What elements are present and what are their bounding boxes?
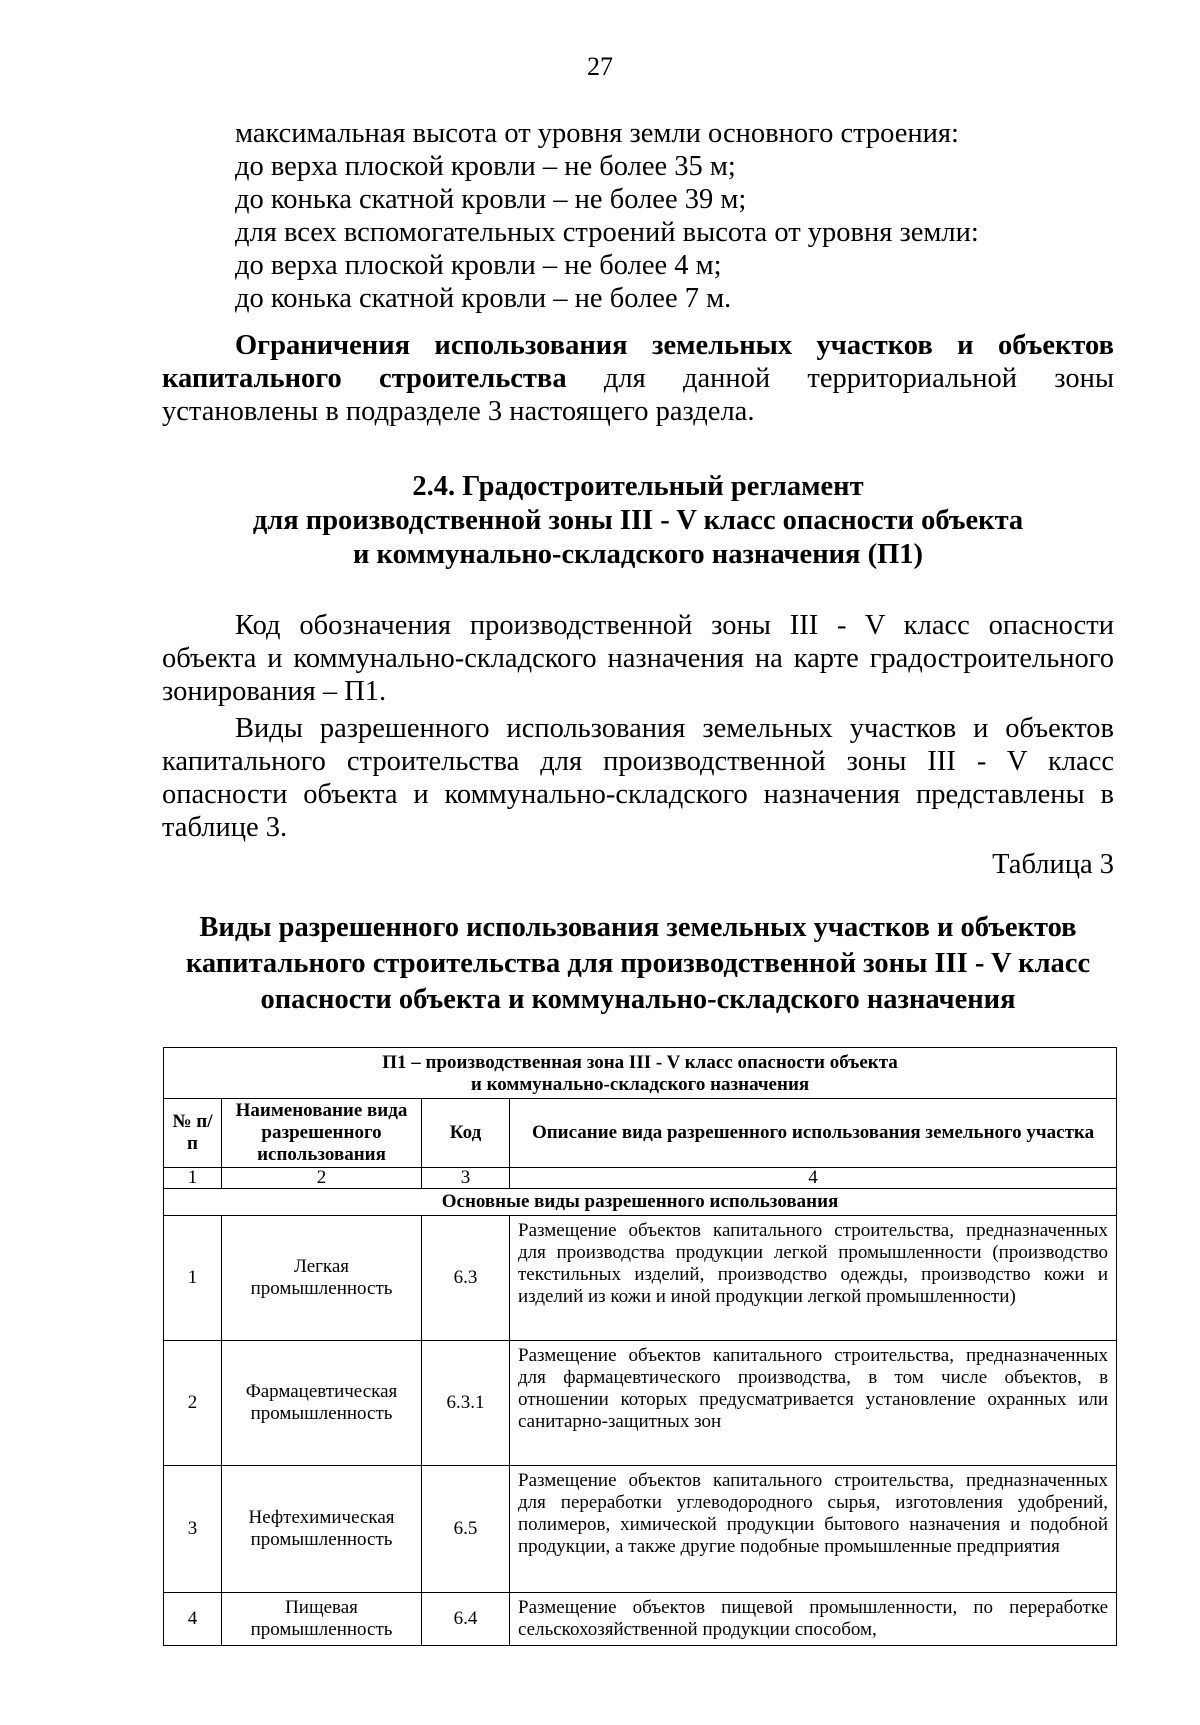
table-column-header-row xyxy=(164,1099,1117,1168)
list-item: до конька скатной кровли – не более 39 м; xyxy=(235,184,747,215)
page-number: 27 xyxy=(587,52,613,81)
column-header-name: Наименование вида разрешенного использования xyxy=(222,1099,422,1168)
table-row xyxy=(164,1216,1117,1341)
restrictions-bold-text: Ограничения использования земельных участков и объектов капитального строительства xyxy=(162,330,1114,394)
row-number: 4 xyxy=(164,1593,222,1646)
row-use-name: Пищевая промышленность xyxy=(222,1593,422,1646)
row-number: 2 xyxy=(164,1341,222,1466)
table-row xyxy=(164,1593,1117,1646)
permitted-use-table xyxy=(163,1047,1117,1646)
zone-header-cell xyxy=(164,1048,1117,1099)
table-title-line: опасности объекта и коммунально-складского назначения xyxy=(260,984,1016,1015)
row-code: 6.5 xyxy=(422,1466,510,1593)
row-description: Размещение объектов пищевой промышленности, по переработке сельскохозяйственной продукции способом, xyxy=(510,1593,1117,1646)
zone-header-line: П1 – производственная зона III - V класс опасности объекта xyxy=(382,1052,898,1073)
zone-code-paragraph: Код обозначения производственной зоны III - V класс опасности объекта и коммунально-складского назначения на карте градостроительного зонирования – П1. xyxy=(162,610,1114,707)
row-description: Размещение объектов капитального строительства, предназначенных для фармацевтического производства, в том числе объектов, в отношении которых предусматривается установление охранных или санитарно-защитных зон xyxy=(510,1341,1117,1466)
table-title-line: капитального строительства для производственной зоны III - V класс xyxy=(185,948,1091,979)
table-subheader-row xyxy=(164,1189,1117,1216)
zone-header-line: и коммунально-складского назначения xyxy=(470,1074,810,1095)
list-item: до верха плоской кровли – не более 4 м; xyxy=(235,250,722,281)
row-code: 6.3 xyxy=(422,1216,510,1341)
table-title-line: Виды разрешенного использования земельных участков и объектов xyxy=(199,912,1077,943)
list-item: до конька скатной кровли – не более 7 м. xyxy=(235,283,732,314)
restrictions-paragraph xyxy=(162,329,1114,428)
column-number: 3 xyxy=(422,1168,510,1189)
column-number: 4 xyxy=(510,1168,1117,1189)
section-title xyxy=(162,470,1114,572)
row-number: 1 xyxy=(164,1216,222,1341)
height-limits-list xyxy=(162,117,1114,315)
table-row xyxy=(164,1341,1117,1466)
main-types-header: Основные виды разрешенного использования xyxy=(164,1189,1117,1216)
table-label: Таблица 3 xyxy=(992,849,1114,880)
row-code: 6.4 xyxy=(422,1593,510,1646)
column-number: 2 xyxy=(222,1168,422,1189)
column-header-description: Описание вида разрешенного использования земельного участка xyxy=(510,1099,1117,1168)
section-title-line: для производственной зоны III - V класс опасности объекта xyxy=(252,505,1024,536)
section-title-line: и коммунально-складского назначения (П1) xyxy=(353,539,923,570)
list-item: для всех вспомогательных строений высота от уровня земли: xyxy=(235,217,979,248)
restrictions-text: для данной территориальной зоны установлены в подразделе 3 настоящего раздела. xyxy=(162,363,1114,427)
section-title-line: 2.4. Градостроительный регламент xyxy=(412,471,864,502)
table-row xyxy=(164,1466,1117,1593)
table-zone-header-row xyxy=(164,1048,1117,1099)
list-item: до верха плоской кровли – не более 35 м; xyxy=(235,151,736,182)
permitted-use-paragraph: Виды разрешенного использования земельных участков и объектов капитального строительства для производственной зоны III - V класс опасности объекта и коммунально-складского назначения представлены в таблице 3. xyxy=(162,713,1114,843)
column-number: 1 xyxy=(164,1168,222,1189)
column-header-code: Код xyxy=(422,1099,510,1168)
table-title xyxy=(162,910,1114,1018)
list-item: максимальная высота от уровня земли основного строения: xyxy=(235,118,959,149)
row-use-name: Нефтехимическая промышленность xyxy=(222,1466,422,1593)
row-use-name: Легкая промышленность xyxy=(222,1216,422,1341)
table-column-number-row xyxy=(164,1168,1117,1189)
row-description: Размещение объектов капитального строительства, предназначенных для производства продукции легкой промышленности (производство текстильных изделий, производство одежды, производство кожи и изделий из кожи и иной продукции легкой промышленности) xyxy=(510,1216,1117,1341)
row-code: 6.3.1 xyxy=(422,1341,510,1466)
row-use-name: Фармацевтическая промышленность xyxy=(222,1341,422,1466)
column-header-num: № п/п xyxy=(164,1099,222,1168)
row-number: 3 xyxy=(164,1466,222,1593)
row-description: Размещение объектов капитального строительства, предназначенных для переработки углеводородного сырья, изготовления удобрений, полимеров, химической продукции бытового назначения и подобной продукции, а также другие подобные промышленные предприятия xyxy=(510,1466,1117,1593)
